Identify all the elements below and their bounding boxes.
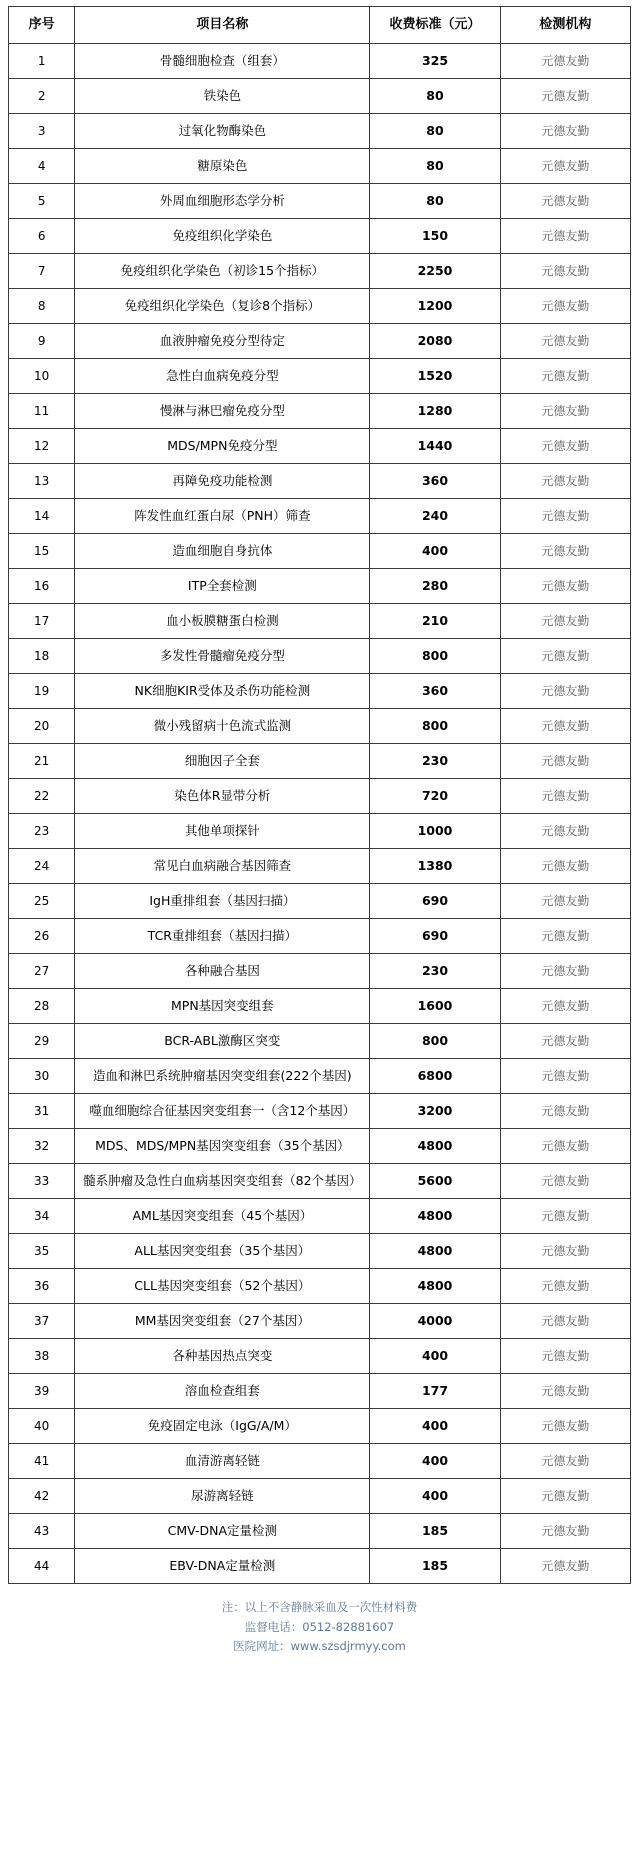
cell-no: 20 bbox=[9, 709, 75, 744]
cell-item-name: TCR重排组套（基因扫描） bbox=[75, 919, 370, 954]
cell-no: 7 bbox=[9, 254, 75, 289]
cell-price: 800 bbox=[370, 639, 500, 674]
cell-item-name: MPN基因突变组套 bbox=[75, 989, 370, 1024]
cell-price: 400 bbox=[370, 1409, 500, 1444]
cell-organization: 元德友勤 bbox=[500, 394, 630, 429]
cell-no: 27 bbox=[9, 954, 75, 989]
cell-item-name: 各种基因热点突变 bbox=[75, 1339, 370, 1374]
cell-item-name: 过氧化物酶染色 bbox=[75, 114, 370, 149]
table-row bbox=[9, 1059, 631, 1094]
cell-price: 1440 bbox=[370, 429, 500, 464]
cell-organization: 元德友勤 bbox=[500, 1374, 630, 1409]
table-row bbox=[9, 1199, 631, 1234]
table-row bbox=[9, 919, 631, 954]
cell-no: 10 bbox=[9, 359, 75, 394]
cell-organization: 元德友勤 bbox=[500, 289, 630, 324]
cell-organization: 元德友勤 bbox=[500, 184, 630, 219]
cell-no: 31 bbox=[9, 1094, 75, 1129]
cell-item-name: MDS、MDS/MPN基因突变组套（35个基因） bbox=[75, 1129, 370, 1164]
cell-price: 360 bbox=[370, 464, 500, 499]
cell-no: 32 bbox=[9, 1129, 75, 1164]
table-row bbox=[9, 324, 631, 359]
cell-organization: 元德友勤 bbox=[500, 989, 630, 1024]
cell-organization: 元德友勤 bbox=[500, 534, 630, 569]
cell-item-name: 慢淋与淋巴瘤免疫分型 bbox=[75, 394, 370, 429]
column-header-price: 收费标准（元） bbox=[370, 7, 500, 44]
table-row bbox=[9, 989, 631, 1024]
cell-organization: 元德友勤 bbox=[500, 814, 630, 849]
table-row bbox=[9, 884, 631, 919]
cell-item-name: 多发性骨髓瘤免疫分型 bbox=[75, 639, 370, 674]
cell-item-name: 免疫固定电泳（IgG/A/M） bbox=[75, 1409, 370, 1444]
cell-item-name: NK细胞KIR受体及杀伤功能检测 bbox=[75, 674, 370, 709]
cell-price: 150 bbox=[370, 219, 500, 254]
cell-no: 16 bbox=[9, 569, 75, 604]
cell-organization: 元德友勤 bbox=[500, 604, 630, 639]
cell-item-name: 微小残留病十色流式监测 bbox=[75, 709, 370, 744]
cell-no: 5 bbox=[9, 184, 75, 219]
cell-price: 360 bbox=[370, 674, 500, 709]
cell-price: 400 bbox=[370, 1479, 500, 1514]
cell-item-name: 铁染色 bbox=[75, 79, 370, 114]
cell-organization: 元德友勤 bbox=[500, 1059, 630, 1094]
cell-organization: 元德友勤 bbox=[500, 1304, 630, 1339]
cell-no: 17 bbox=[9, 604, 75, 639]
cell-price: 4800 bbox=[370, 1129, 500, 1164]
cell-organization: 元德友勤 bbox=[500, 1199, 630, 1234]
table-row bbox=[9, 359, 631, 394]
cell-organization: 元德友勤 bbox=[500, 919, 630, 954]
cell-no: 12 bbox=[9, 429, 75, 464]
cell-no: 37 bbox=[9, 1304, 75, 1339]
cell-price: 2250 bbox=[370, 254, 500, 289]
cell-organization: 元德友勤 bbox=[500, 779, 630, 814]
cell-price: 4800 bbox=[370, 1269, 500, 1304]
cell-item-name: 细胞因子全套 bbox=[75, 744, 370, 779]
table-row bbox=[9, 499, 631, 534]
cell-no: 36 bbox=[9, 1269, 75, 1304]
cell-item-name: CMV-DNA定量检测 bbox=[75, 1514, 370, 1549]
cell-organization: 元德友勤 bbox=[500, 1269, 630, 1304]
cell-no: 18 bbox=[9, 639, 75, 674]
cell-item-name: IgH重排组套（基因扫描） bbox=[75, 884, 370, 919]
cell-price: 80 bbox=[370, 149, 500, 184]
cell-price: 800 bbox=[370, 1024, 500, 1059]
cell-organization: 元德友勤 bbox=[500, 324, 630, 359]
cell-price: 1200 bbox=[370, 289, 500, 324]
cell-item-name: 髓系肿瘤及急性白血病基因突变组套（82个基因） bbox=[75, 1164, 370, 1199]
cell-item-name: 各种融合基因 bbox=[75, 954, 370, 989]
cell-no: 11 bbox=[9, 394, 75, 429]
cell-item-name: ALL基因突变组套（35个基因） bbox=[75, 1234, 370, 1269]
cell-no: 38 bbox=[9, 1339, 75, 1374]
table-row bbox=[9, 289, 631, 324]
cell-no: 3 bbox=[9, 114, 75, 149]
cell-no: 21 bbox=[9, 744, 75, 779]
cell-no: 6 bbox=[9, 219, 75, 254]
cell-no: 25 bbox=[9, 884, 75, 919]
table-row bbox=[9, 1094, 631, 1129]
cell-price: 325 bbox=[370, 44, 500, 79]
cell-item-name: 染色体R显带分析 bbox=[75, 779, 370, 814]
table-row bbox=[9, 1234, 631, 1269]
cell-no: 14 bbox=[9, 499, 75, 534]
cell-organization: 元德友勤 bbox=[500, 709, 630, 744]
cell-organization: 元德友勤 bbox=[500, 219, 630, 254]
table-row bbox=[9, 1129, 631, 1164]
cell-organization: 元德友勤 bbox=[500, 1409, 630, 1444]
cell-price: 185 bbox=[370, 1549, 500, 1584]
cell-price: 690 bbox=[370, 884, 500, 919]
table-row bbox=[9, 149, 631, 184]
cell-organization: 元德友勤 bbox=[500, 1479, 630, 1514]
cell-no: 9 bbox=[9, 324, 75, 359]
cell-price: 400 bbox=[370, 534, 500, 569]
cell-price: 400 bbox=[370, 1339, 500, 1374]
cell-no: 19 bbox=[9, 674, 75, 709]
cell-organization: 元德友勤 bbox=[500, 1444, 630, 1479]
price-table bbox=[8, 6, 631, 1584]
cell-item-name: 血清游离轻链 bbox=[75, 1444, 370, 1479]
cell-organization: 元德友勤 bbox=[500, 744, 630, 779]
cell-item-name: CLL基因突变组套（52个基因） bbox=[75, 1269, 370, 1304]
cell-no: 40 bbox=[9, 1409, 75, 1444]
cell-organization: 元德友勤 bbox=[500, 884, 630, 919]
cell-no: 28 bbox=[9, 989, 75, 1024]
cell-organization: 元德友勤 bbox=[500, 1094, 630, 1129]
cell-item-name: 糖原染色 bbox=[75, 149, 370, 184]
cell-organization: 元德友勤 bbox=[500, 149, 630, 184]
cell-price: 240 bbox=[370, 499, 500, 534]
cell-organization: 元德友勤 bbox=[500, 464, 630, 499]
cell-item-name: 血液肿瘤免疫分型待定 bbox=[75, 324, 370, 359]
cell-item-name: 常见白血病融合基因筛查 bbox=[75, 849, 370, 884]
table-row bbox=[9, 639, 631, 674]
cell-item-name: EBV-DNA定量检测 bbox=[75, 1549, 370, 1584]
cell-price: 230 bbox=[370, 744, 500, 779]
cell-organization: 元德友勤 bbox=[500, 359, 630, 394]
cell-no: 22 bbox=[9, 779, 75, 814]
table-row bbox=[9, 464, 631, 499]
cell-item-name: 其他单项探针 bbox=[75, 814, 370, 849]
cell-item-name: 噬血细胞综合征基因突变组套一（含12个基因） bbox=[75, 1094, 370, 1129]
cell-item-name: 尿游离轻链 bbox=[75, 1479, 370, 1514]
column-header-name: 项目名称 bbox=[75, 7, 370, 44]
cell-item-name: 外周血细胞形态学分析 bbox=[75, 184, 370, 219]
cell-no: 13 bbox=[9, 464, 75, 499]
cell-price: 1600 bbox=[370, 989, 500, 1024]
cell-organization: 元德友勤 bbox=[500, 954, 630, 989]
cell-price: 1280 bbox=[370, 394, 500, 429]
cell-price: 230 bbox=[370, 954, 500, 989]
table-row bbox=[9, 394, 631, 429]
cell-price: 4800 bbox=[370, 1234, 500, 1269]
cell-no: 23 bbox=[9, 814, 75, 849]
cell-item-name: 造血细胞自身抗体 bbox=[75, 534, 370, 569]
cell-price: 1000 bbox=[370, 814, 500, 849]
table-row bbox=[9, 1304, 631, 1339]
cell-item-name: MDS/MPN免疫分型 bbox=[75, 429, 370, 464]
cell-organization: 元德友勤 bbox=[500, 1129, 630, 1164]
table-row bbox=[9, 44, 631, 79]
table-row bbox=[9, 604, 631, 639]
cell-no: 15 bbox=[9, 534, 75, 569]
table-row bbox=[9, 114, 631, 149]
cell-price: 1520 bbox=[370, 359, 500, 394]
cell-price: 177 bbox=[370, 1374, 500, 1409]
table-row bbox=[9, 954, 631, 989]
table-header bbox=[9, 7, 631, 44]
table-row bbox=[9, 1164, 631, 1199]
cell-item-name: 血小板膜糖蛋白检测 bbox=[75, 604, 370, 639]
column-header-org: 检测机构 bbox=[500, 7, 630, 44]
table-row bbox=[9, 1514, 631, 1549]
cell-no: 41 bbox=[9, 1444, 75, 1479]
cell-item-name: 急性白血病免疫分型 bbox=[75, 359, 370, 394]
table-body bbox=[9, 44, 631, 1584]
cell-organization: 元德友勤 bbox=[500, 44, 630, 79]
cell-price: 4800 bbox=[370, 1199, 500, 1234]
table-row bbox=[9, 1339, 631, 1374]
cell-organization: 元德友勤 bbox=[500, 1514, 630, 1549]
cell-no: 24 bbox=[9, 849, 75, 884]
cell-price: 2080 bbox=[370, 324, 500, 359]
cell-item-name: 阵发性血红蛋白尿（PNH）筛查 bbox=[75, 499, 370, 534]
cell-organization: 元德友勤 bbox=[500, 1549, 630, 1584]
cell-item-name: 再障免疫功能检测 bbox=[75, 464, 370, 499]
footer-note: 注：以上不含静脉采血及一次性材料费 bbox=[221, 1600, 418, 1614]
table-row bbox=[9, 709, 631, 744]
table-row bbox=[9, 184, 631, 219]
cell-price: 400 bbox=[370, 1444, 500, 1479]
cell-price: 4000 bbox=[370, 1304, 500, 1339]
table-row bbox=[9, 1374, 631, 1409]
cell-price: 690 bbox=[370, 919, 500, 954]
cell-price: 5600 bbox=[370, 1164, 500, 1199]
table-row bbox=[9, 1024, 631, 1059]
cell-no: 35 bbox=[9, 1234, 75, 1269]
table-row bbox=[9, 534, 631, 569]
cell-no: 33 bbox=[9, 1164, 75, 1199]
cell-organization: 元德友勤 bbox=[500, 1024, 630, 1059]
cell-no: 34 bbox=[9, 1199, 75, 1234]
table-row bbox=[9, 1444, 631, 1479]
cell-price: 80 bbox=[370, 79, 500, 114]
cell-price: 800 bbox=[370, 709, 500, 744]
cell-organization: 元德友勤 bbox=[500, 429, 630, 464]
cell-price: 1380 bbox=[370, 849, 500, 884]
cell-no: 29 bbox=[9, 1024, 75, 1059]
cell-no: 43 bbox=[9, 1514, 75, 1549]
footer-website: 医院网址：www.szsdjrmyy.com bbox=[233, 1639, 406, 1654]
cell-organization: 元德友勤 bbox=[500, 1164, 630, 1199]
cell-item-name: AML基因突变组套（45个基因） bbox=[75, 1199, 370, 1234]
cell-no: 42 bbox=[9, 1479, 75, 1514]
cell-no: 44 bbox=[9, 1549, 75, 1584]
cell-organization: 元德友勤 bbox=[500, 639, 630, 674]
table-row bbox=[9, 79, 631, 114]
cell-price: 6800 bbox=[370, 1059, 500, 1094]
cell-no: 39 bbox=[9, 1374, 75, 1409]
cell-organization: 元德友勤 bbox=[500, 1339, 630, 1374]
cell-organization: 元德友勤 bbox=[500, 674, 630, 709]
cell-item-name: ITP全套检测 bbox=[75, 569, 370, 604]
cell-no: 30 bbox=[9, 1059, 75, 1094]
table-row bbox=[9, 1549, 631, 1584]
cell-item-name: 免疫组织化学染色 bbox=[75, 219, 370, 254]
cell-item-name: 造血和淋巴系统肿瘤基因突变组套(222个基因) bbox=[75, 1059, 370, 1094]
cell-price: 720 bbox=[370, 779, 500, 814]
table-row bbox=[9, 744, 631, 779]
cell-price: 280 bbox=[370, 569, 500, 604]
cell-price: 3200 bbox=[370, 1094, 500, 1129]
cell-item-name: MM基因突变组套（27个基因） bbox=[75, 1304, 370, 1339]
cell-item-name: BCR-ABL激酶区突变 bbox=[75, 1024, 370, 1059]
table-row bbox=[9, 849, 631, 884]
cell-price: 185 bbox=[370, 1514, 500, 1549]
table-header-row bbox=[9, 7, 631, 44]
cell-no: 1 bbox=[9, 44, 75, 79]
table-row bbox=[9, 1479, 631, 1514]
table-row bbox=[9, 569, 631, 604]
table-row bbox=[9, 674, 631, 709]
cell-organization: 元德友勤 bbox=[500, 499, 630, 534]
footer-supervision-phone: 监督电话：0512-82881607 bbox=[244, 1619, 395, 1634]
cell-organization: 元德友勤 bbox=[500, 569, 630, 604]
table-row bbox=[9, 814, 631, 849]
cell-price: 80 bbox=[370, 114, 500, 149]
table-row bbox=[9, 1409, 631, 1444]
cell-price: 80 bbox=[370, 184, 500, 219]
table-row bbox=[9, 779, 631, 814]
table-row bbox=[9, 219, 631, 254]
cell-no: 26 bbox=[9, 919, 75, 954]
table-row bbox=[9, 1269, 631, 1304]
footer bbox=[8, 1598, 631, 1665]
cell-price: 210 bbox=[370, 604, 500, 639]
column-header-no: 序号 bbox=[9, 7, 75, 44]
cell-organization: 元德友勤 bbox=[500, 849, 630, 884]
cell-item-name: 骨髓细胞检查（组套） bbox=[75, 44, 370, 79]
cell-organization: 元德友勤 bbox=[500, 254, 630, 289]
cell-organization: 元德友勤 bbox=[500, 79, 630, 114]
cell-item-name: 溶血检查组套 bbox=[75, 1374, 370, 1409]
cell-no: 4 bbox=[9, 149, 75, 184]
table-row bbox=[9, 429, 631, 464]
cell-item-name: 免疫组织化学染色（复诊8个指标） bbox=[75, 289, 370, 324]
cell-no: 2 bbox=[9, 79, 75, 114]
cell-no: 8 bbox=[9, 289, 75, 324]
table-row bbox=[9, 254, 631, 289]
cell-organization: 元德友勤 bbox=[500, 1234, 630, 1269]
cell-item-name: 免疫组织化学染色（初诊15个指标） bbox=[75, 254, 370, 289]
cell-organization: 元德友勤 bbox=[500, 114, 630, 149]
